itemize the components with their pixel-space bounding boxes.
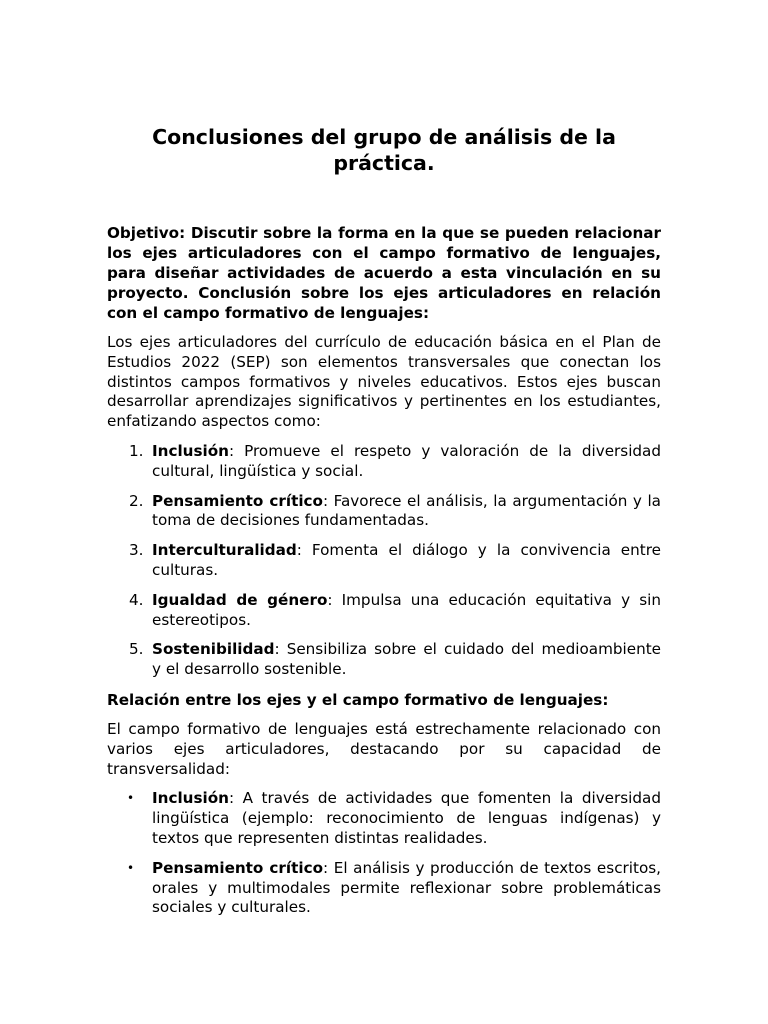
- axis-term: Inclusión: [152, 441, 229, 460]
- axis-description: : Impulsa una educación equitativa y sin estereotipos.: [152, 590, 661, 629]
- bullet-icon: •: [127, 860, 135, 875]
- relation-intro-paragraph: El campo formativo de lenguajes está estrechamente relacionado con varios ejes articuladores, destacando por su capacidad de transversalidad:: [107, 719, 661, 778]
- document-title: Conclusiones del grupo de análisis de la práctica.: [152, 125, 616, 175]
- axis-description: : Favorece el análisis, la argumentación y la toma de decisiones fundamentadas.: [152, 491, 661, 530]
- document-page: [107, 0, 661, 918]
- relation-heading: Relación entre los ejes y el campo formativo de lenguajes:: [107, 690, 609, 709]
- axis-term: Sostenibilidad: [152, 640, 275, 659]
- list-number: 3.: [129, 541, 144, 560]
- list-item: [107, 442, 661, 482]
- list-number: 4.: [129, 590, 144, 609]
- bullet-icon: •: [127, 791, 135, 806]
- list-number: 2.: [129, 491, 144, 510]
- list-number: 1.: [129, 441, 144, 460]
- list-item: [107, 640, 661, 680]
- axis-term: Interculturalidad: [152, 541, 297, 560]
- axis-description: : Sensibiliza sobre el cuidado del medioambiente y el desarrollo sostenible.: [152, 640, 661, 679]
- relation-term: Pensamiento crítico: [152, 858, 324, 877]
- list-number: 5.: [129, 640, 144, 659]
- relation-description: : A través de actividades que fomenten la diversidad lingüística (ejemplo: reconocimiento de lenguas indígenas) y textos que representen distintas realidades.: [152, 789, 661, 847]
- axis-term: Igualdad de género: [152, 590, 328, 609]
- intro-paragraph: Los ejes articuladores del currículo de educación básica en el Plan de Estudios 2022 (SEP) son elementos transversales que conectan los distintos campos formativos y niveles educativos. Estos ejes buscan desarrollar aprendizajes significativos y pertinentes en los estudiantes, enfatizando aspectos como:: [107, 333, 661, 431]
- axes-list: [107, 442, 661, 680]
- list-item: [107, 591, 661, 631]
- list-item: [107, 492, 661, 532]
- list-item: [107, 789, 661, 848]
- relation-term: Inclusión: [152, 789, 229, 808]
- axis-description: : Promueve el respeto y valoración de la diversidad cultural, lingüística y social.: [152, 441, 661, 480]
- objective-paragraph: Objetivo: Discutir sobre la forma en la que se pueden relacionar los ejes articuladores con el campo formativo de lenguajes, para diseñar actividades de acuerdo a esta vinculación en su proyecto. Conclusión sobre los ejes articuladores en relación con el campo formativo de lenguajes:: [107, 224, 661, 322]
- list-item: [107, 541, 661, 581]
- relation-description: : El análisis y producción de textos escritos, orales y multimodales permite reflexionar sobre problemáticas sociales y culturales.: [152, 858, 661, 917]
- list-item: [107, 859, 661, 918]
- axis-description: : Fomenta el diálogo y la convivencia entre culturas.: [152, 541, 661, 579]
- axis-term: Pensamiento crítico: [152, 491, 323, 510]
- relations-list: [107, 789, 661, 918]
